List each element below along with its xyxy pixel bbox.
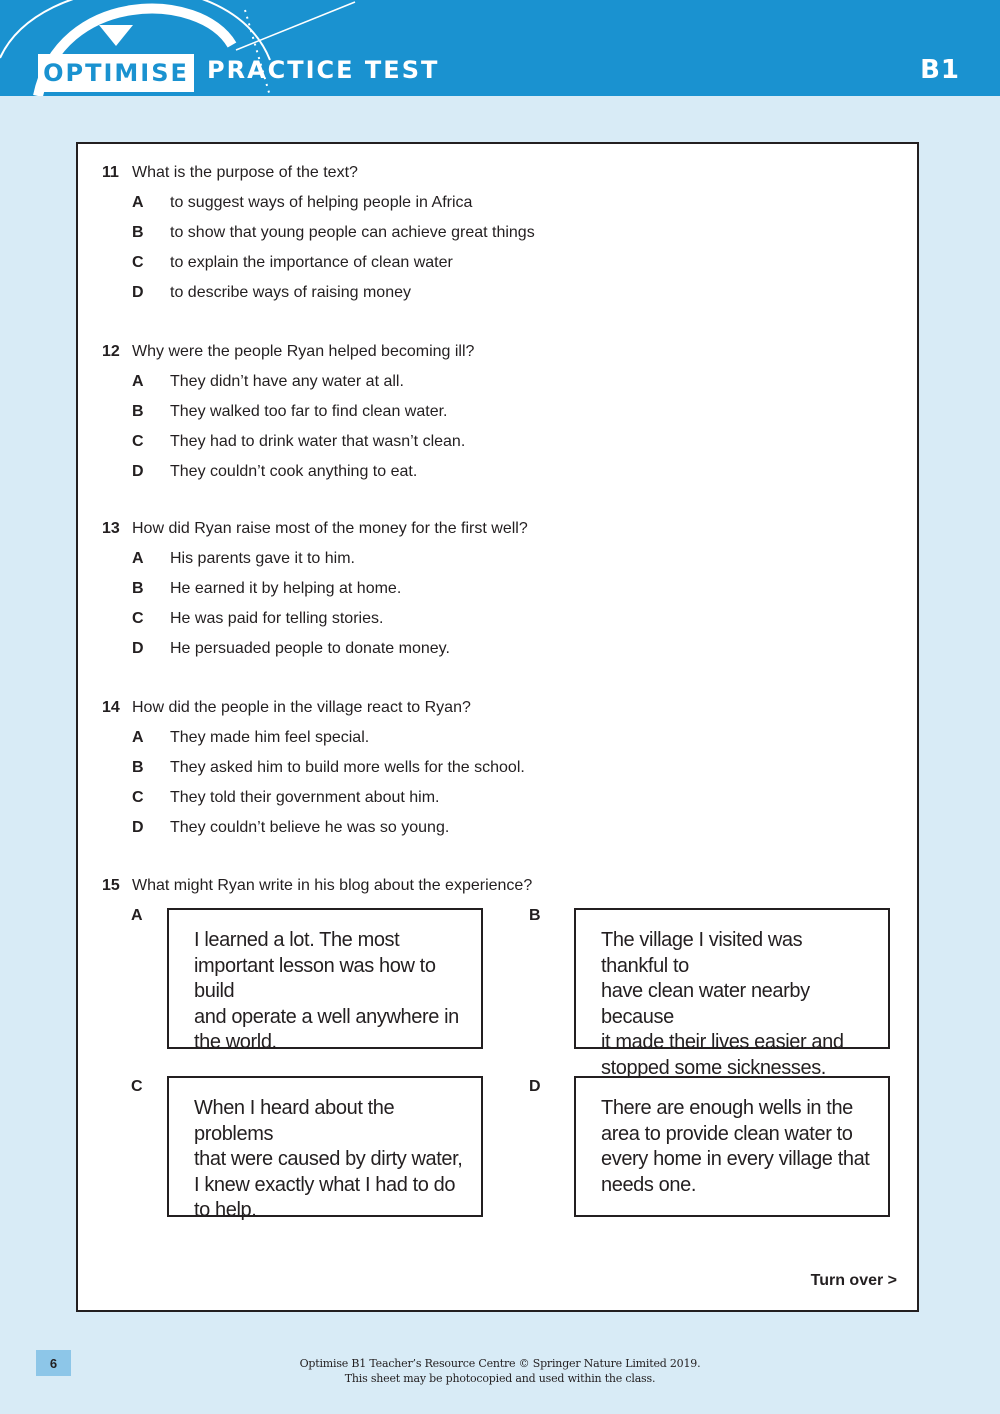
option-letter: B xyxy=(132,403,144,420)
option-letter: D xyxy=(132,284,144,301)
card-line: have clean water nearby because xyxy=(601,980,810,1028)
option-letter: D xyxy=(132,463,144,480)
option-text: They made him feel special. xyxy=(170,729,370,746)
option-letter: C xyxy=(132,789,144,806)
card-line: area to provide clean water to xyxy=(601,1122,853,1145)
question-stem: What might Ryan write in his blog about the experience? xyxy=(132,877,533,894)
option-text: He persuaded people to donate money. xyxy=(170,640,450,657)
blog-option-letter-b[interactable]: B xyxy=(529,907,541,924)
series-title: PRACTICE TEST xyxy=(207,56,440,84)
question-13 xyxy=(102,520,528,658)
option-letter: A xyxy=(132,550,144,567)
card-line: the world. xyxy=(194,1031,277,1053)
option-text: He was paid for telling stories. xyxy=(170,610,384,627)
question-12 xyxy=(102,343,474,481)
option-b[interactable] xyxy=(102,403,474,421)
card-line: and operate a well anywhere in xyxy=(194,1005,459,1028)
card-line: important lesson was how to build xyxy=(194,954,436,1002)
question-number: 14 xyxy=(102,699,120,716)
card-line: to help. xyxy=(194,1199,257,1221)
option-b[interactable] xyxy=(102,580,528,598)
option-a[interactable] xyxy=(102,373,474,391)
option-letter: C xyxy=(132,254,144,271)
question-sheet xyxy=(76,142,919,1312)
option-letter: D xyxy=(132,640,144,657)
option-d[interactable] xyxy=(102,463,474,481)
option-a[interactable] xyxy=(102,194,535,212)
card-line: that were caused by dirty water, xyxy=(194,1148,463,1170)
level-badge: B1 xyxy=(920,55,960,85)
option-a[interactable] xyxy=(102,550,528,568)
option-letter: C xyxy=(132,433,144,450)
blog-option-letter-a[interactable]: A xyxy=(131,907,143,924)
question-11 xyxy=(102,164,535,302)
question-number: 11 xyxy=(102,164,119,181)
option-text: They had to drink water that wasn’t clean. xyxy=(170,433,466,450)
option-text: He earned it by helping at home. xyxy=(170,580,402,597)
question-15 xyxy=(102,877,532,895)
option-letter: A xyxy=(132,729,144,746)
question-number: 15 xyxy=(102,877,120,894)
brand-logo: OPTIMISE xyxy=(43,59,189,87)
option-text: to show that young people can achieve great things xyxy=(170,224,535,241)
card-line: it made their lives easier and xyxy=(601,1031,844,1053)
question-number: 12 xyxy=(102,343,120,360)
card-line: I learned a lot. The most xyxy=(194,929,400,951)
option-c[interactable] xyxy=(102,789,525,807)
option-letter: A xyxy=(132,194,144,211)
blog-option-card-b[interactable] xyxy=(574,908,890,1079)
brand-logo-box xyxy=(38,54,194,92)
turn-over-link[interactable]: Turn over > xyxy=(810,1272,897,1289)
question-stem: Why were the people Ryan helped becoming ill? xyxy=(132,343,475,360)
card-line: There are enough wells in the xyxy=(601,1097,853,1119)
blog-option-letter-d[interactable]: D xyxy=(529,1078,541,1095)
question-number: 13 xyxy=(102,520,120,537)
option-letter: A xyxy=(132,373,144,390)
option-text: to explain the importance of clean water xyxy=(170,254,453,271)
copyright-footer xyxy=(0,1356,1000,1386)
question-14 xyxy=(102,699,525,837)
card-line: The village I visited was thankful to xyxy=(601,929,803,977)
card-line: When I heard about the problems xyxy=(194,1097,395,1145)
blog-option-letter-c[interactable]: C xyxy=(131,1078,143,1095)
option-c[interactable] xyxy=(102,610,528,628)
question-stem: How did Ryan raise most of the money for the first well? xyxy=(132,520,528,537)
option-text: to suggest ways of helping people in Africa xyxy=(170,194,473,211)
option-b[interactable] xyxy=(102,224,535,242)
card-line: stopped some sicknesses. xyxy=(601,1056,826,1079)
page-number: 6 xyxy=(36,1350,71,1376)
option-text: They couldn’t believe he was so young. xyxy=(170,819,450,836)
option-text: They told their government about him. xyxy=(170,789,440,806)
option-c[interactable] xyxy=(102,254,535,272)
footer-line-2: This sheet may be photocopied and used within the class. xyxy=(344,1372,656,1385)
footer-line-1: Optimise B1 Teacher’s Resource Centre © Springer Nature Limited 2019. xyxy=(299,1357,701,1370)
card-line: I knew exactly what I had to do xyxy=(194,1173,456,1196)
triangle-icon xyxy=(99,25,133,46)
option-text: His parents gave it to him. xyxy=(170,550,355,567)
option-b[interactable] xyxy=(102,759,525,777)
option-d[interactable] xyxy=(102,640,528,658)
option-text: They asked him to build more wells for the school. xyxy=(170,759,525,776)
option-letter: B xyxy=(132,580,144,597)
option-letter: B xyxy=(132,224,144,241)
question-stem: What is the purpose of the text? xyxy=(132,164,358,181)
card-line: needs one. xyxy=(601,1173,696,1196)
header-band xyxy=(0,0,1000,96)
option-a[interactable] xyxy=(102,729,525,747)
option-letter: B xyxy=(132,759,144,776)
option-letter: C xyxy=(132,610,144,627)
option-text: They couldn’t cook anything to eat. xyxy=(170,463,418,480)
question-stem: How did the people in the village react to Ryan? xyxy=(132,699,471,716)
card-line: every home in every village that xyxy=(601,1148,870,1170)
option-d[interactable] xyxy=(102,284,535,302)
option-d[interactable] xyxy=(102,819,525,837)
option-text: They walked too far to find clean water. xyxy=(170,403,448,420)
blog-option-card-c[interactable] xyxy=(167,1076,483,1221)
option-c[interactable] xyxy=(102,433,474,451)
blog-option-card-a[interactable] xyxy=(167,908,483,1053)
option-letter: D xyxy=(132,819,144,836)
option-text: They didn’t have any water at all. xyxy=(170,373,404,390)
option-text: to describe ways of raising money xyxy=(170,284,411,301)
blog-option-card-d[interactable] xyxy=(574,1076,890,1217)
